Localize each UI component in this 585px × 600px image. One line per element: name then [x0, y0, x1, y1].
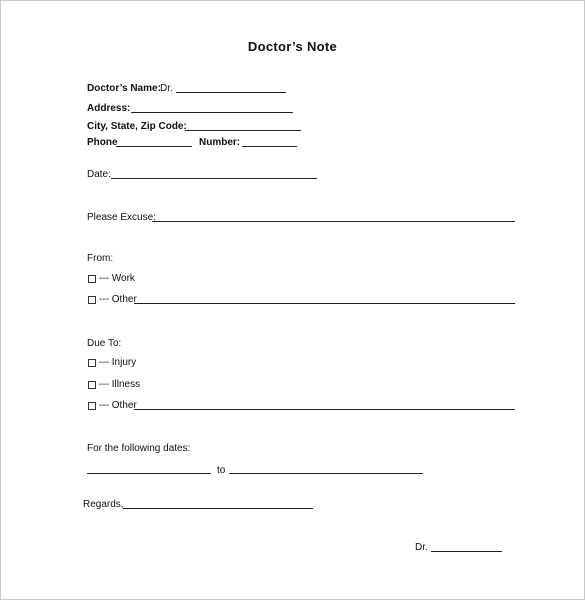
date-to-field[interactable] [229, 473, 423, 474]
due-to-label: Due To: [87, 338, 122, 349]
due-illness-checkbox[interactable] [88, 381, 96, 389]
regards-label: Regards, [83, 499, 124, 510]
number-label: Number: [199, 137, 241, 148]
date-from-field[interactable] [87, 473, 211, 474]
date-label: Date: [87, 169, 111, 180]
number-field[interactable] [242, 146, 297, 147]
due-injury-checkbox[interactable] [88, 359, 96, 367]
date-field[interactable] [111, 178, 317, 179]
from-other-label: --- Other [99, 294, 137, 305]
due-illness-label: --- Illness [99, 379, 141, 390]
signature-prefix: Dr. [415, 542, 428, 553]
address-label: Address: [87, 103, 131, 114]
due-injury-label: --- Injury [99, 357, 137, 368]
from-work-label: --- Work [99, 273, 135, 284]
city-state-zip-label: City, State, Zip Code: [87, 121, 187, 132]
address-field[interactable] [131, 112, 293, 113]
regards-field[interactable] [123, 508, 313, 509]
doctor-name-label: Doctor’s Name: [87, 83, 161, 94]
from-work-checkbox[interactable] [88, 275, 96, 283]
due-other-label: --- Other [99, 400, 137, 411]
due-other-checkbox[interactable] [88, 402, 96, 410]
due-other-field[interactable] [134, 409, 515, 410]
excuse-field[interactable] [152, 221, 515, 222]
excuse-label: Please Excuse: [87, 212, 156, 223]
from-other-checkbox[interactable] [88, 296, 96, 304]
from-other-field[interactable] [134, 303, 515, 304]
following-dates-label: For the following dates: [87, 443, 191, 454]
city-state-zip-field[interactable] [185, 130, 301, 131]
page-title: Doctor’s Note [247, 39, 338, 54]
to-label: to [217, 465, 226, 476]
from-label: From: [87, 253, 114, 264]
phone-label: Phone [87, 137, 118, 148]
phone-field[interactable] [116, 146, 192, 147]
doctor-prefix: Dr. [160, 83, 173, 94]
signature-field[interactable] [431, 551, 502, 552]
doctor-name-field[interactable] [176, 92, 286, 93]
